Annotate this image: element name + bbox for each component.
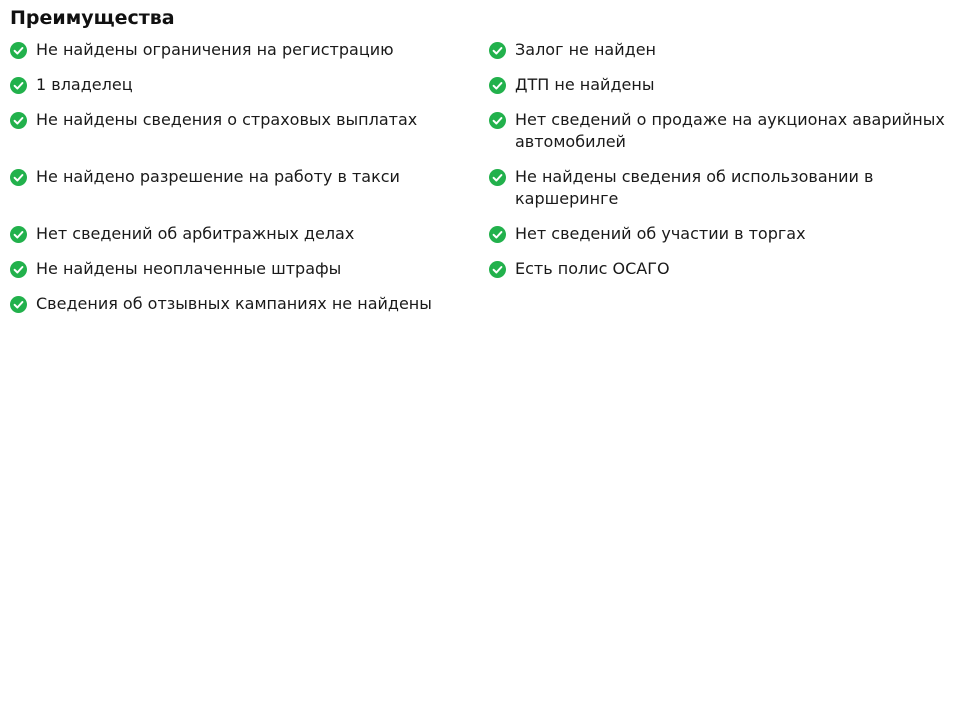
advantage-text: Нет сведений об арбитражных делах	[36, 224, 355, 243]
advantage-text: Не найдены сведения о страховых выплатах	[36, 110, 418, 129]
advantage-item	[489, 223, 949, 245]
advantage-item	[10, 109, 489, 131]
check-circle-icon	[489, 42, 506, 59]
advantages-grid	[10, 39, 955, 328]
advantage-item	[489, 74, 949, 96]
check-circle-icon	[489, 226, 506, 243]
check-circle-icon	[489, 169, 506, 186]
advantage-item	[10, 39, 489, 61]
advantage-text: 1 владелец	[36, 75, 133, 94]
check-circle-icon	[489, 77, 506, 94]
check-circle-icon	[489, 112, 506, 129]
advantages-column-left	[10, 39, 489, 328]
advantages-column-right	[489, 39, 949, 328]
advantage-text: Сведения об отзывных кампаниях не найдены	[36, 294, 432, 313]
advantage-text: Залог не найден	[515, 40, 656, 59]
advantage-text: Не найдены ограничения на регистрацию	[36, 40, 394, 59]
advantages-section	[10, 5, 955, 328]
check-circle-icon	[10, 296, 27, 313]
advantage-item	[489, 109, 949, 153]
advantage-item	[489, 39, 949, 61]
advantage-text: Нет сведений об участии в торгах	[515, 224, 806, 243]
advantage-text: ДТП не найдены	[515, 75, 655, 94]
advantage-text: Не найдены сведения об использовании в каршеринге	[515, 167, 874, 208]
advantage-item	[10, 258, 489, 280]
check-circle-icon	[489, 261, 506, 278]
check-circle-icon	[10, 42, 27, 59]
check-circle-icon	[10, 112, 27, 129]
advantage-text: Есть полис ОСАГО	[515, 259, 670, 278]
section-title: Преимущества	[10, 7, 175, 29]
advantage-item	[489, 258, 949, 280]
advantage-text: Не найдены неоплаченные штрафы	[36, 259, 342, 278]
check-circle-icon	[10, 261, 27, 278]
advantage-item	[489, 166, 949, 210]
advantage-item	[10, 223, 489, 245]
advantage-item	[10, 74, 489, 96]
advantage-item	[10, 293, 489, 315]
advantage-item	[10, 166, 489, 188]
advantage-text: Не найдено разрешение на работу в такси	[36, 167, 400, 186]
check-circle-icon	[10, 77, 27, 94]
check-circle-icon	[10, 169, 27, 186]
check-circle-icon	[10, 226, 27, 243]
advantage-text: Нет сведений о продаже на аукционах аварийных автомобилей	[515, 110, 945, 151]
